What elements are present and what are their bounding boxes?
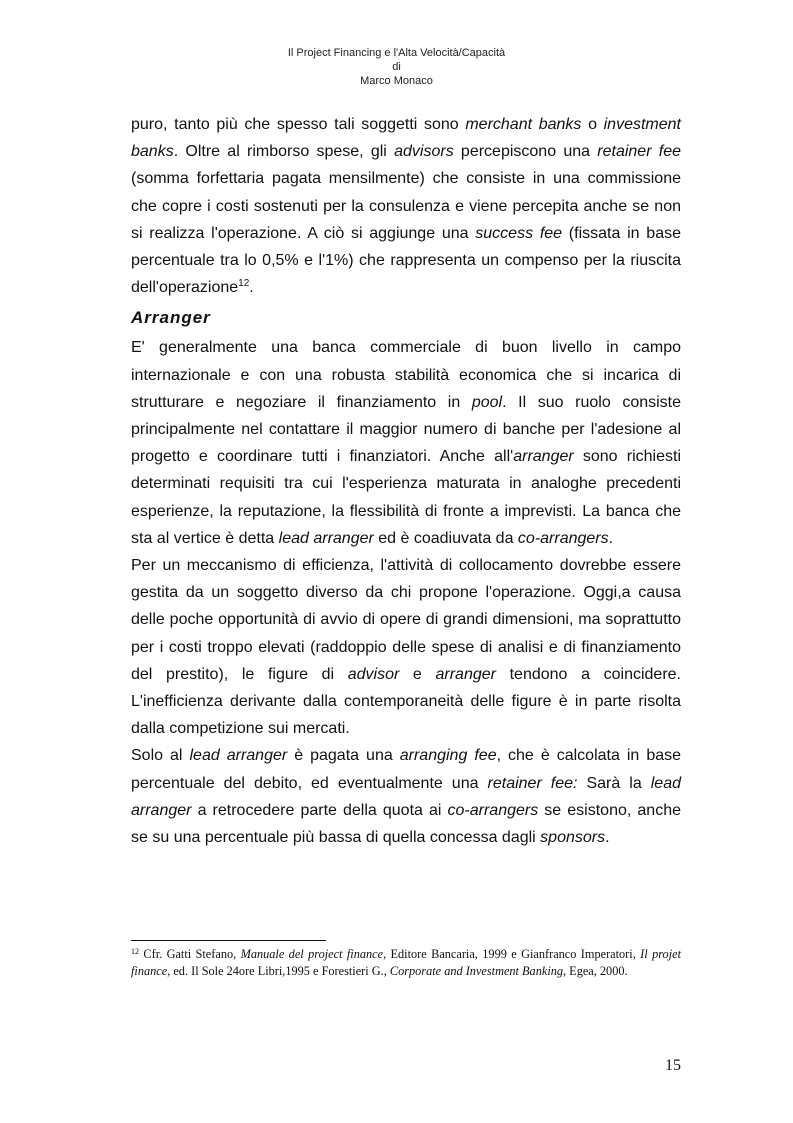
page-number: 15 [665,1057,681,1074]
italic-term: sponsors [540,829,606,847]
text-run: tendono a coincidere. L'inefficienza derivante dalla contemporaneità delle figure è in parte risolta dalla competizione sui mercati. [131,665,681,738]
running-header [0,46,793,88]
header-author: Marco Monaco [360,75,433,87]
text-run: . Il suo ruolo consiste principalmente nel contattare il maggior numero di banche per l'adesione al progetto e coordinare tutti i finanziatori. Anche all' [131,393,682,466]
paragraph-arranging-fee [131,742,681,851]
italic-title: Corporate and Investment Banking [389,964,564,978]
italic-term: advisors [394,143,454,161]
footnote [131,946,681,980]
text-run: e [399,665,436,683]
text-run: Solo al [131,747,190,765]
text-run: (somma forfettaria pagata mensilmente) che consiste in una commissione che copre i costi sostenuti per la consulenza e viene percepita anche se non si realizza l'operazione. A ciò si aggiunge una [131,170,681,242]
text-run: E' generalmente una banca commerciale di buon livello in campo internazionale e con una robusta stabilità economica che si incarica di strutturare e negoziare il finanziamento in [131,339,681,411]
italic-title: Il projet finance [131,947,681,978]
section-heading: Arranger [131,308,211,328]
text-run: (fissata in base percentuale tra lo 0,5% e l'1%) che rappresenta un compenso per la riuscita dell'operazione [131,224,681,297]
text-run: se esistono, anche se su una percentuale più bassa di quella concessa dagli [131,801,681,847]
header-di: di [392,61,401,73]
italic-term: co-arrangers [447,801,539,819]
footnote-reference: 12 [238,278,250,290]
italic-term: lead arranger [278,529,374,547]
italic-term: retainer fee: [487,774,578,792]
italic-term: arranger [513,448,574,466]
paragraph-arranger-definition [131,334,681,552]
text-run: puro, tanto più che spesso tali soggetti sono [131,116,466,133]
text-run: Per un meccanismo di efficienza, l'attività di collocamento dovrebbe essere gestita da un soggetto diverso da chi propone l'operazione. Oggi,a causa delle poche opportunità di avvio di opere di grandi dimensioni, ma soprattutto per i costi troppo elevati (raddoppio delle spese di analisi e di finanziamento del prestito), le figure di [131,557,681,683]
text-run: , Editore Bancaria, 1999 e Gianfranco Imperatori, [383,947,641,961]
text-run: o [581,116,604,133]
paragraph-efficiency [131,552,681,742]
italic-term: co-arrangers [517,529,609,547]
italic-term: lead arranger [189,747,288,765]
footnote-number: 12 [131,947,139,956]
italic-term: advisor [347,665,400,683]
text-run: . Oltre al rimborso spese, gli [173,143,395,161]
text-run: percepiscono una [453,143,598,161]
italic-term: retainer fee [597,143,682,161]
text-run: sono richiesti determinati requisiti tra cui l'esperienza maturata in analoghe precedenti esperienze, la reputazione, la flessibilità di fronte a imprevisti. La banca che sta al vertice è detta [131,448,681,547]
text-run: . [608,529,614,547]
text-run: Cfr. Gatti Stefano, [139,947,241,961]
italic-term: arranging fee [399,747,497,765]
text-run: a retrocedere parte della quota ai [191,801,448,819]
footnote-separator [131,940,326,941]
text-run: ed è coadiuvata da [373,529,518,547]
text-run: , Egea, 2000. [563,964,628,978]
text-run: . [605,829,610,847]
paragraph-advisors-fees [131,111,681,301]
italic-title: Manuale del project finance [240,947,384,961]
italic-term: merchant banks [465,116,582,133]
header-title: Il Project Financing e l'Alta Velocità/Capacità [287,47,506,59]
text-run: . [249,279,254,297]
italic-term: lead arranger [131,774,681,819]
text-run: , ed. Il Sole 24ore Libri,1995 e Forestieri G., [167,964,390,978]
text-run: è pagata una [287,747,400,765]
body-text [131,111,681,851]
text-run: , che è calcolata in base percentuale del debito, ed eventualmente una [131,747,682,792]
italic-term: success fee [475,224,563,242]
italic-term: arranger [435,665,496,683]
italic-term: pool [471,393,503,411]
text-run: Sarà la [577,774,651,792]
italic-term: investment banks [131,116,681,161]
